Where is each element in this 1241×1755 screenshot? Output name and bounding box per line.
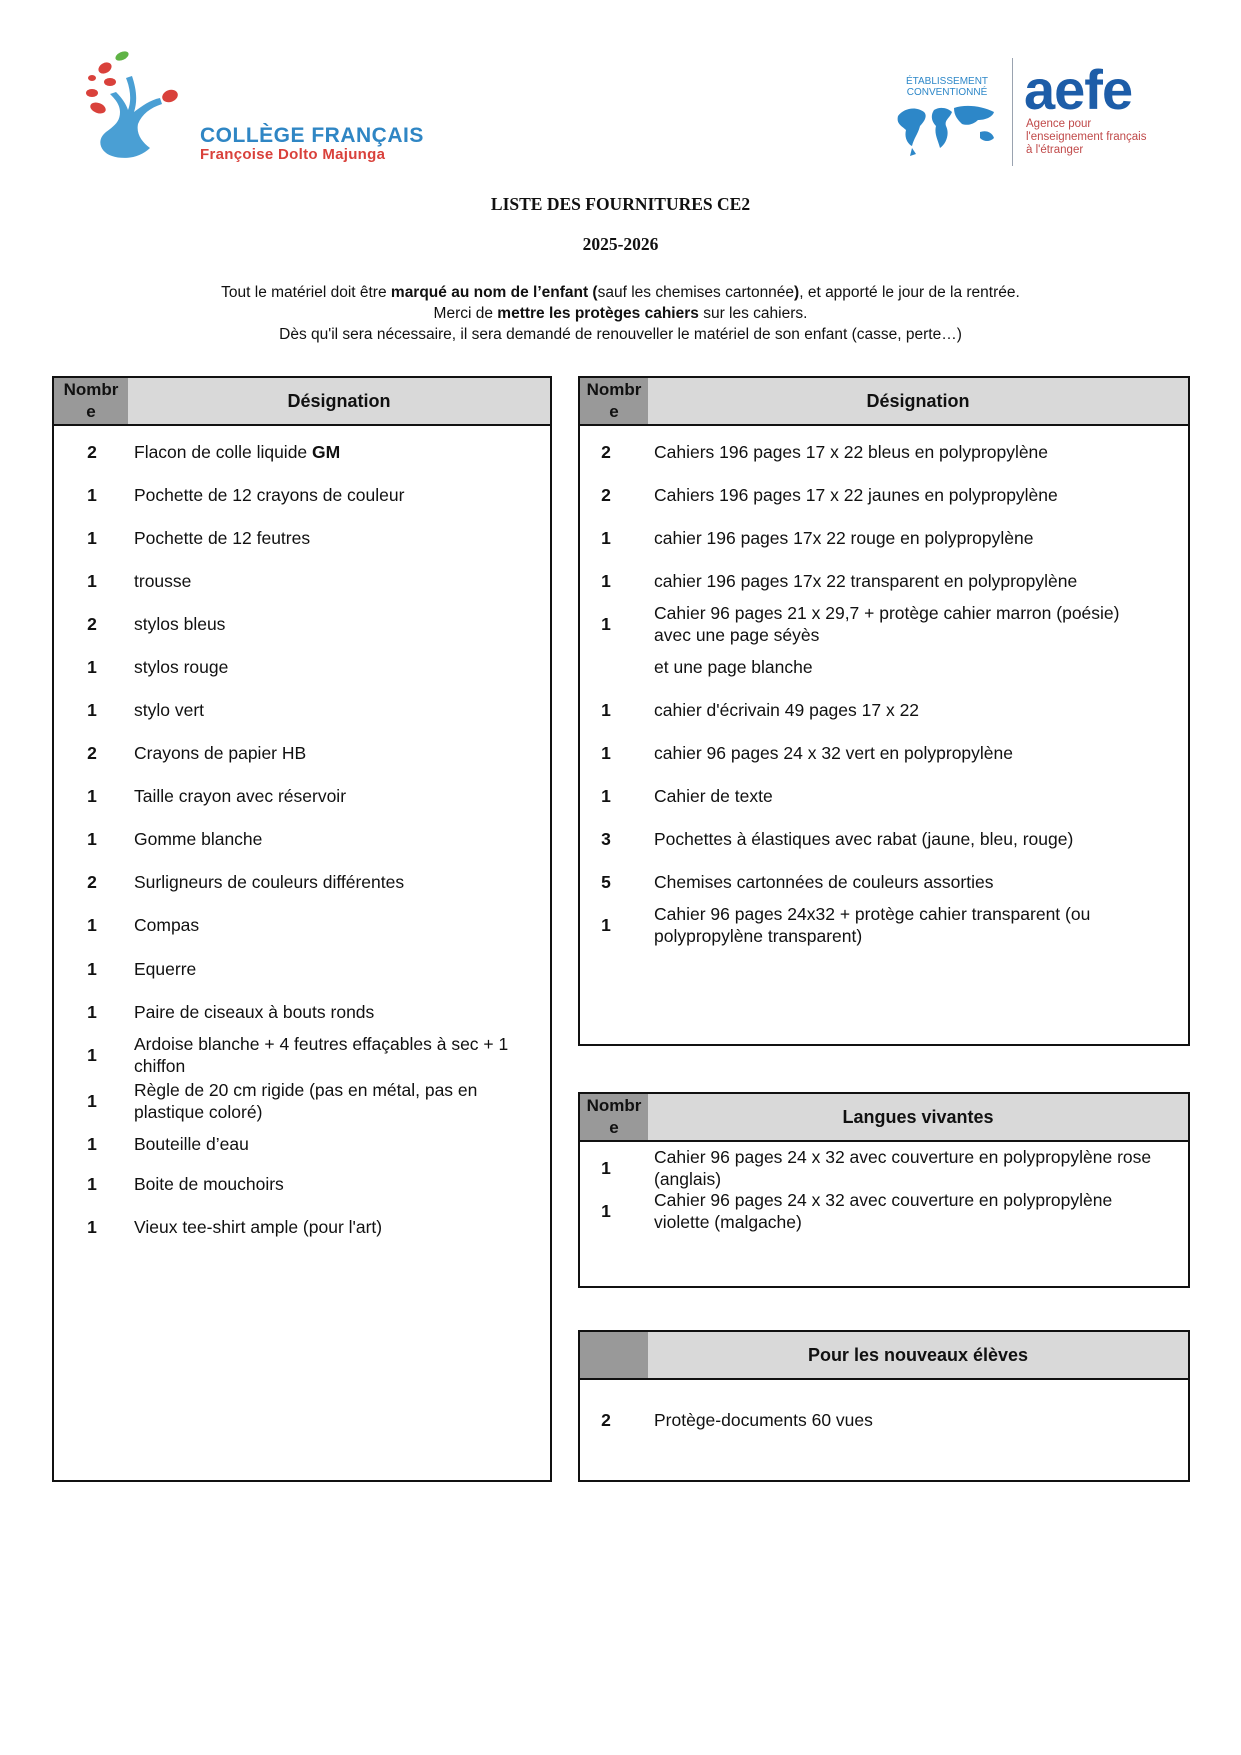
column-header-nombre: Nombr e	[580, 1094, 648, 1140]
quantity-cell: 1	[87, 1045, 97, 1065]
table-row	[54, 1216, 550, 1238]
table-row	[54, 441, 550, 463]
langues-vivantes-table	[578, 1092, 1190, 1288]
page-title: LISTE DES FOURNITURES CE2	[490, 194, 751, 214]
table-row	[54, 527, 550, 549]
table-row	[580, 699, 1188, 721]
quantity-cell: 2	[601, 442, 611, 462]
quantity-cell: 1	[87, 485, 97, 505]
quantity-cell: 1	[87, 700, 97, 720]
designation-cell: stylos rouge	[134, 657, 229, 677]
college-francais-logo	[80, 48, 430, 173]
quantity-cell: 1	[601, 743, 611, 763]
table-header	[54, 378, 550, 426]
quantity-cell: 2	[601, 485, 611, 505]
column-header-empty	[580, 1332, 648, 1378]
designation-cell: Surligneurs de couleurs différentes	[134, 872, 405, 892]
table-row	[54, 656, 550, 678]
table-header	[580, 1332, 1188, 1380]
tree-icon	[70, 48, 210, 173]
designation-cell: trousse	[134, 571, 192, 591]
quantity-cell: 5	[601, 872, 611, 892]
table-row	[54, 484, 550, 506]
quantity-cell: 1	[87, 829, 97, 849]
intro-line-2: Merci de mettre les protèges cahiers sur les cahiers.	[433, 305, 808, 322]
designation-cell: cahier d'écrivain 49 pages 17 x 22	[654, 700, 920, 720]
designation-cell: stylos bleus	[134, 614, 226, 634]
aefe-wordmark: aefe	[1024, 58, 1133, 121]
designation-cell: Chemises cartonnées de couleurs assorties	[654, 872, 994, 892]
table-row	[54, 742, 550, 764]
table-header	[580, 378, 1188, 426]
quantity-cell: 1	[87, 657, 97, 677]
designation-cell: Pochette de 12 feutres	[134, 528, 311, 548]
table-row	[580, 527, 1188, 549]
table-row	[54, 613, 550, 635]
aefe-tagline	[1026, 118, 1146, 157]
quantity-cell: 1	[87, 1217, 97, 1237]
intro-line-3: Dès qu'il sera nécessaire, il sera demandé de renouveller le matériel de son enfant (casse, perte…)	[279, 326, 962, 343]
designation-cell: Protège-documents 60 vues	[654, 1410, 873, 1430]
table-row	[54, 914, 550, 936]
designation-cell: Cahier 96 pages 24 x 32 avec couverture en polypropylène rose (anglais)	[654, 1147, 1152, 1189]
quantity-cell: 1	[87, 571, 97, 591]
table-row	[54, 785, 550, 807]
designation-cell: Règle de 20 cm rigide (pas en métal, pas en plastique coloré)	[134, 1080, 478, 1122]
aefe-tagline-3: à l'étranger	[1026, 144, 1084, 156]
table-row	[54, 958, 550, 980]
intro-line-1: Tout le matériel doit être marqué au nom de l’enfant (sauf les chemises cartonnée), et apporté le jour de la rentrée.	[221, 284, 1020, 301]
quantity-cell: 1	[87, 1134, 97, 1154]
quantity-cell: 1	[601, 786, 611, 806]
designation-cell: cahier 196 pages 17x 22 transparent en polypropylène	[654, 571, 1078, 591]
designation-cell: Taille crayon avec réservoir	[134, 786, 347, 806]
column-header-designation: Désignation	[866, 390, 970, 411]
table-row	[54, 1133, 550, 1155]
table-row	[54, 1173, 550, 1195]
table-row	[580, 785, 1188, 807]
designation-cell: Paire de ciseaux à bouts ronds	[134, 1002, 375, 1022]
school-name: COLLÈGE FRANÇAIS	[200, 124, 424, 147]
designation-cell: Cahier 96 pages 24x32 + protège cahier transparent (ou polypropylène transparent)	[654, 904, 1091, 946]
designation-cell: Cahier 96 pages 21 x 29,7 + protège cahier marron (poésie) avec une page séyès	[654, 603, 1120, 645]
designation-cell: Cahiers 196 pages 17 x 22 bleus en polypropylène	[654, 442, 1049, 462]
aefe-tagline-2: l'enseignement français	[1026, 131, 1147, 143]
designation-cell: et une page blanche	[654, 657, 813, 677]
table-row	[54, 1079, 550, 1123]
aefe-logo	[888, 58, 1190, 168]
designation-cell: Equerre	[134, 959, 197, 979]
table-row	[580, 828, 1188, 850]
designation-cell: Boite de mouchoirs	[134, 1174, 284, 1194]
separator	[1012, 58, 1013, 166]
table-row	[580, 484, 1188, 506]
table-row	[580, 656, 1188, 678]
designation-cell: Cahier 96 pages 24 x 32 avec couverture en polypropylène violette (malgache)	[654, 1190, 1113, 1232]
world-map-icon	[894, 98, 1004, 158]
table-row	[580, 1409, 1188, 1431]
designation-cell: Bouteille d’eau	[134, 1134, 249, 1154]
quantity-cell: 1	[601, 1201, 611, 1221]
table-row	[580, 742, 1188, 764]
designation-cell: Compas	[134, 915, 200, 935]
table-row	[54, 828, 550, 850]
table-row	[54, 570, 550, 592]
quantity-cell: 2	[87, 614, 97, 634]
left-supplies-table	[52, 376, 552, 1482]
quantity-cell: 2	[601, 1410, 611, 1430]
quantity-cell: 2	[87, 442, 97, 462]
designation-cell: Gomme blanche	[134, 829, 263, 849]
table-row	[580, 871, 1188, 893]
column-header-designation: Désignation	[287, 390, 391, 411]
designation-cell: Cahiers 196 pages 17 x 22 jaunes en polypropylène	[654, 485, 1058, 505]
etablissement-label: ÉTABLISSEMENT CONVENTIONNÉ	[905, 76, 989, 98]
quantity-cell: 1	[87, 786, 97, 806]
quantity-cell: 1	[601, 614, 611, 634]
column-header-nombre: Nombr e	[580, 378, 648, 424]
table-row	[54, 699, 550, 721]
designation-cell: cahier 196 pages 17x 22 rouge en polypropylène	[654, 528, 1034, 548]
intro-text	[0, 282, 1241, 345]
quantity-cell: 1	[87, 915, 97, 935]
quantity-cell: 1	[601, 915, 611, 935]
table-row	[54, 871, 550, 893]
designation-cell: Pochettes à élastiques avec rabat (jaune, bleu, rouge)	[654, 829, 1074, 849]
table-row	[54, 1001, 550, 1023]
quantity-cell: 1	[601, 528, 611, 548]
designation-cell: stylo vert	[134, 700, 205, 720]
designation-cell: Ardoise blanche + 4 feutres effaçables à sec + 1 chiffon	[134, 1034, 509, 1076]
designation-cell: cahier 96 pages 24 x 32 vert en polypropylène	[654, 743, 1013, 763]
table-row	[580, 1146, 1188, 1190]
quantity-cell: 2	[87, 872, 97, 892]
right-supplies-table	[578, 376, 1190, 1046]
quantity-cell: 1	[601, 1158, 611, 1178]
designation-cell: Flacon de colle liquide GM	[134, 442, 341, 462]
table-row	[580, 903, 1188, 947]
designation-cell: Crayons de papier HB	[134, 743, 307, 763]
quantity-cell: 1	[601, 571, 611, 591]
table-row	[580, 1189, 1188, 1233]
quantity-cell: 2	[87, 743, 97, 763]
designation-cell: Cahier de texte	[654, 786, 773, 806]
table-row	[580, 570, 1188, 592]
quantity-cell: 3	[601, 829, 611, 849]
quantity-cell: 1	[87, 959, 97, 979]
school-subname: Françoise Dolto Majunga	[200, 146, 386, 163]
aefe-tagline-1: Agence pour	[1026, 118, 1092, 130]
column-header-langues: Langues vivantes	[842, 1106, 994, 1127]
quantity-cell: 1	[601, 700, 611, 720]
quantity-cell: 1	[87, 1091, 97, 1111]
quantity-cell: 1	[87, 528, 97, 548]
column-header-nombre: Nombr e	[54, 378, 128, 424]
column-header-nouveaux: Pour les nouveaux élèves	[807, 1344, 1029, 1365]
school-year: 2025-2026	[582, 234, 659, 254]
table-row	[580, 441, 1188, 463]
nouveaux-eleves-table	[578, 1330, 1190, 1482]
quantity-cell: 1	[87, 1174, 97, 1194]
table-row	[54, 1033, 550, 1077]
designation-cell: Pochette de 12 crayons de couleur	[134, 485, 405, 505]
quantity-cell: 1	[87, 1002, 97, 1022]
table-row	[580, 602, 1188, 646]
table-header	[580, 1094, 1188, 1142]
designation-cell: Vieux tee-shirt ample (pour l'art)	[134, 1217, 383, 1237]
